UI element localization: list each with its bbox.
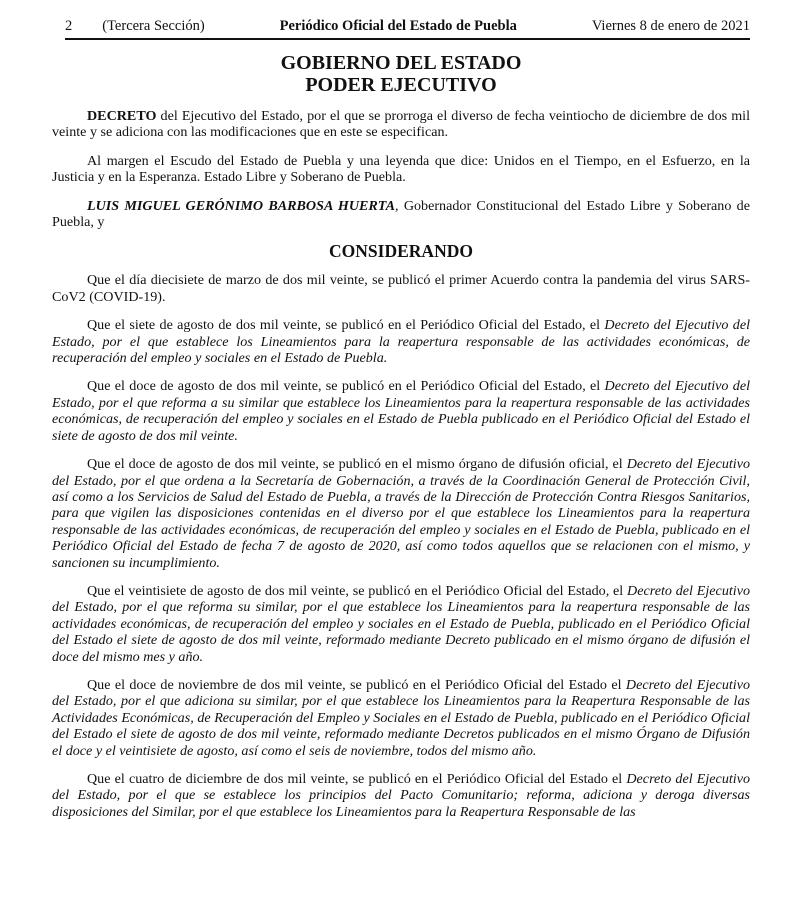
decree-text: del Ejecutivo del Estado, por el que se prorroga el diverso de fecha veintiocho de diciembre de dos mil veinte y se adiciona con las modificaciones que en este se especifican. xyxy=(52,108,750,141)
paragraph-text: Que el doce de noviembre de dos mil veinte, se publicó en el Periódico Oficial del Estado el xyxy=(87,676,626,693)
paragraph-italic-text: Decreto del Ejecutivo del Estado, por el que adiciona su similar, por el que establece los Lineamientos para la Reapertura Responsable de las Actividades Económicas, de Recuperación del Empleo y Sociales en el Estado de Puebla, publicado en el Periódico Oficial del Estado el siete de agosto de dos mil veinte, reformado mediante Decretos publicados en el mismo Órgano de Difusión el doce y el veintisiete de agosto, así como el seis de noviembre, todos del mismo año. xyxy=(52,676,750,759)
paragraph-text: Que el veintisiete de agosto de dos mil veinte, se publicó en el Periódico Oficial del Estado, el xyxy=(87,582,628,599)
paragraph-italic-text: Decreto del Ejecutivo del Estado, por el que se establece los principios del Pacto Comunitario; reforma, adiciona y deroga diversas disposiciones del Similar, por el que establece los Lineamientos para la Reapertura Responsable de las xyxy=(52,771,750,820)
considerando-paragraph xyxy=(52,378,750,444)
decree-label: DECRETO xyxy=(87,108,157,124)
publication-name: Periódico Oficial del Estado de Puebla xyxy=(279,18,517,34)
considerando-paragraph xyxy=(52,583,750,665)
considerando-paragraph xyxy=(52,456,750,571)
publication-date: Viernes 8 de enero de 2021 xyxy=(591,18,750,34)
decree-paragraph xyxy=(52,108,750,141)
document-title xyxy=(52,52,750,96)
considerando-paragraph xyxy=(52,272,750,305)
considerando-paragraph xyxy=(52,771,750,820)
paragraph-italic-text: Decreto del Ejecutivo del Estado, por el que ordena a la Secretaría de Gobernación, a través de la Coordinación General de Protección Civil, así como a los Servicios de Salud del Estado de Puebla, a través de la Dirección de Protección Contra Riesgos Sanitarios, para que vigilen las disposiciones contenidas en el diverso por el que establece los Lineamientos para la reapertura responsable de las actividades económicas, de recuperación del empleo y sociales en el Estado de Puebla, publicado en el Periódico Oficial del Estado de fecha 7 de agosto de 2020, así como todos aquellos que se relacionen con el mismo, y sancionen su incumplimiento. xyxy=(52,456,750,571)
paragraph-text: Que el doce de agosto de dos mil veinte, se publicó en el Periódico Oficial del Estado, el xyxy=(87,378,605,395)
paragraph-text: Que el día diecisiete de marzo de dos mil veinte, se publicó el primer Acuerdo contra la pandemia del virus SARS-CoV2 (COVID-19). xyxy=(52,272,750,305)
header-left xyxy=(65,18,205,35)
paragraph-italic-text: Decreto del Ejecutivo del Estado, por el que reforma su similar, por el que establece los Lineamientos para la reapertura responsable de las actividades económicas, de recuperación del empleo y sociales en el Estado de Puebla, publicado en el Periódico Oficial del Estado el siete de agosto de dos mil veinte, reformado mediante Decreto publicado en el mismo órgano de difusión el doce del mismo mes y año. xyxy=(52,582,750,665)
title-line-2: PODER EJECUTIVO xyxy=(305,74,497,96)
title-line-1: GOBIERNO DEL ESTADO xyxy=(280,52,522,74)
paragraph-text: Que el siete de agosto de dos mil veinte, se publicó en el Periódico Oficial del Estado, el xyxy=(87,317,605,334)
page-number: 2 xyxy=(65,18,73,34)
governor-name: LUIS MIGUEL GERÓNIMO BARBOSA HUERTA xyxy=(87,197,396,214)
shield-paragraph xyxy=(52,153,750,186)
paragraph-italic-text: Decreto del Ejecutivo del Estado, por el que establece los Lineamientos para la reapertura responsable de las actividades económicas, de recuperación del empleo y sociales en el Estado de Puebla. xyxy=(52,317,750,367)
section-label: (Tercera Sección) xyxy=(102,18,205,34)
page-header xyxy=(65,0,750,40)
governor-text: , Gobernador Constitucional del Estado Libre y Soberano de Puebla, y xyxy=(52,197,750,231)
paragraph-text: Que el cuatro de diciembre de dos mil veinte, se publicó en el Periódico Oficial del Estado el xyxy=(87,771,627,787)
paragraph-text: Que el doce de agosto de dos mil veinte, se publicó en el mismo órgano de difusión oficial, el xyxy=(87,456,627,473)
paragraph-italic-text: Decreto del Ejecutivo del Estado, por el que reforma a su similar que establece los Lineamientos para la reapertura responsable de las actividades económicas, de recuperación del empleo y sociales en el Estado de Puebla publicado en el Periódico Oficial del Estado el siete de agosto de dos mil veinte. xyxy=(52,378,750,444)
shield-text: Al margen el Escudo del Estado de Puebla y una leyenda que dice: Unidos en el Tiempo, en el Esfuerzo, en la Justicia y en la Esperanza. Estado Libre y Soberano de Puebla. xyxy=(52,152,750,186)
governor-paragraph xyxy=(52,198,750,231)
considerando-paragraph xyxy=(52,317,750,366)
considerando-heading: CONSIDERANDO xyxy=(329,241,473,262)
considerando-paragraph xyxy=(52,677,750,759)
